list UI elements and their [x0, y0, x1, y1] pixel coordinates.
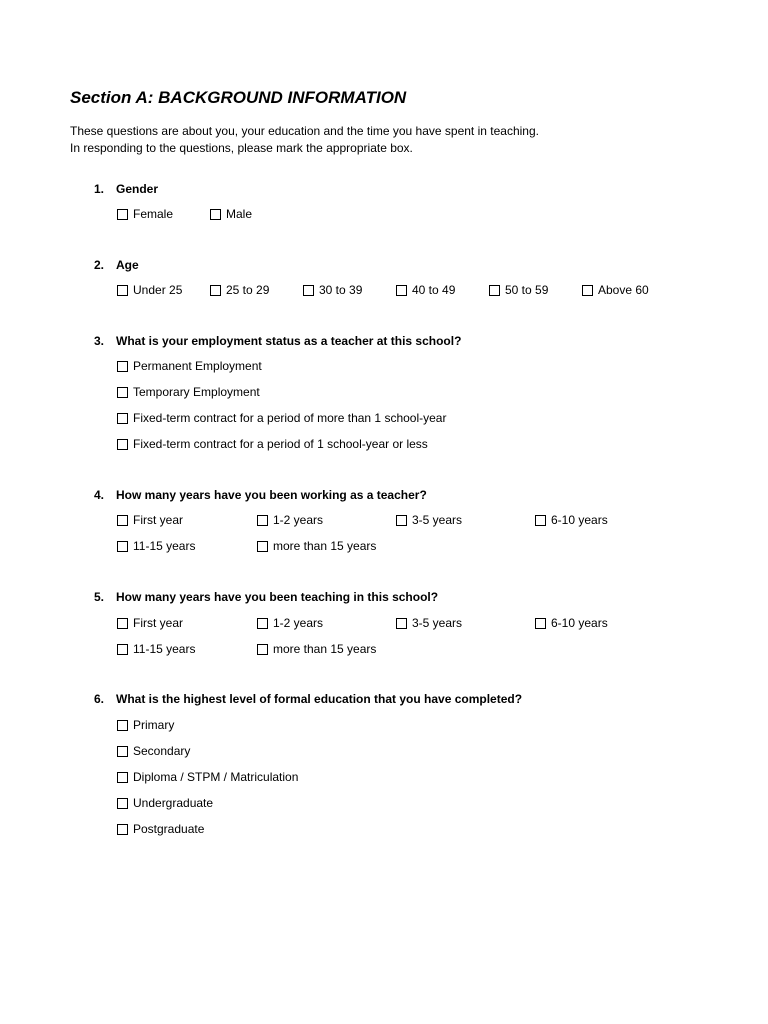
- option-first-year[interactable]: [117, 512, 183, 529]
- checkbox[interactable]: [210, 285, 221, 296]
- option-label: 11-15 years: [133, 642, 196, 656]
- option-11-15-years[interactable]: [117, 538, 195, 555]
- question-number: 2.: [94, 258, 105, 272]
- option-25-to-29[interactable]: [210, 282, 269, 299]
- question-text: Gender: [116, 182, 159, 196]
- question-text: Age: [116, 258, 139, 272]
- option-under-25[interactable]: [117, 282, 182, 299]
- checkbox[interactable]: [117, 824, 128, 835]
- option-label: 1-2 years: [273, 513, 324, 527]
- option-label: 11-15 years: [133, 539, 196, 553]
- option-6-10-years[interactable]: [535, 615, 608, 632]
- option-label: more than 15 years: [273, 642, 377, 656]
- question-number: 5.: [94, 590, 105, 604]
- checkbox[interactable]: [396, 515, 407, 526]
- checkbox[interactable]: [117, 285, 128, 296]
- option-undergraduate[interactable]: [117, 795, 213, 812]
- option-6-10-years[interactable]: [535, 512, 608, 529]
- option-primary[interactable]: [117, 717, 174, 734]
- checkbox[interactable]: [117, 772, 128, 783]
- checkbox[interactable]: [117, 515, 128, 526]
- option-3-5-years[interactable]: [396, 512, 462, 529]
- option-above-60[interactable]: [582, 282, 649, 299]
- option-label: Primary: [133, 718, 175, 732]
- question-number: 6.: [94, 692, 105, 706]
- option-40-to-49[interactable]: [396, 282, 455, 299]
- question-heading: [94, 181, 158, 198]
- option-label: 25 to 29: [226, 283, 270, 297]
- checkbox[interactable]: [117, 387, 128, 398]
- option-label: Temporary Employment: [133, 385, 260, 399]
- option-label: 3-5 years: [412, 616, 463, 630]
- checkbox[interactable]: [117, 618, 128, 629]
- question-number: 3.: [94, 334, 105, 348]
- option-label: Above 60: [598, 283, 649, 297]
- checkbox[interactable]: [117, 720, 128, 731]
- question-heading: [94, 691, 522, 708]
- option-label: Fixed-term contract for a period of 1 school-year or less: [133, 437, 428, 451]
- checkbox[interactable]: [535, 618, 546, 629]
- option-label: Under 25: [133, 283, 183, 297]
- option-fixed-term-1-year-or-less[interactable]: [117, 436, 428, 453]
- checkbox[interactable]: [117, 746, 128, 757]
- checkbox[interactable]: [257, 515, 268, 526]
- option-label: 3-5 years: [412, 513, 463, 527]
- option-permanent-employment[interactable]: [117, 358, 262, 375]
- option-female[interactable]: [117, 206, 173, 223]
- section-title: Section A: BACKGROUND INFORMATION: [70, 88, 407, 107]
- option-label: 50 to 59: [505, 283, 549, 297]
- question-text: What is your employment status as a teacher at this school?: [116, 334, 462, 348]
- checkbox[interactable]: [396, 618, 407, 629]
- option-1-2-years[interactable]: [257, 512, 323, 529]
- question-heading: [94, 589, 438, 606]
- checkbox[interactable]: [210, 209, 221, 220]
- checkbox[interactable]: [117, 413, 128, 424]
- checkbox[interactable]: [117, 361, 128, 372]
- checkbox[interactable]: [257, 618, 268, 629]
- option-1-2-years[interactable]: [257, 615, 323, 632]
- checkbox[interactable]: [489, 285, 500, 296]
- option-label: First year: [133, 616, 184, 630]
- option-secondary[interactable]: [117, 743, 190, 760]
- checkbox[interactable]: [117, 798, 128, 809]
- question-heading: [94, 333, 461, 350]
- option-label: 40 to 49: [412, 283, 456, 297]
- option-50-to-59[interactable]: [489, 282, 548, 299]
- option-label: 6-10 years: [551, 513, 608, 527]
- option-label: Permanent Employment: [133, 359, 262, 373]
- checkbox[interactable]: [257, 541, 268, 552]
- option-fixed-term-over-1-year[interactable]: [117, 410, 446, 427]
- question-text: What is the highest level of formal education that you have completed?: [116, 692, 523, 706]
- intro-line: These questions are about you, your education and the time you have spent in teaching.: [70, 124, 539, 138]
- option-postgraduate[interactable]: [117, 821, 204, 838]
- option-30-to-39[interactable]: [303, 282, 362, 299]
- option-label: Secondary: [133, 744, 191, 758]
- option-label: Male: [226, 207, 253, 221]
- option-more-than-15-years[interactable]: [257, 641, 376, 658]
- question-text: How many years have you been working as a teacher?: [116, 488, 427, 502]
- checkbox[interactable]: [257, 644, 268, 655]
- section-intro: [70, 123, 539, 157]
- option-label: more than 15 years: [273, 539, 377, 553]
- option-temporary-employment[interactable]: [117, 384, 260, 401]
- checkbox[interactable]: [117, 439, 128, 450]
- checkbox[interactable]: [303, 285, 314, 296]
- option-label: First year: [133, 513, 184, 527]
- option-label: 6-10 years: [551, 616, 608, 630]
- question-heading: [94, 257, 139, 274]
- option-label: Postgraduate: [133, 822, 205, 836]
- checkbox[interactable]: [535, 515, 546, 526]
- checkbox[interactable]: [396, 285, 407, 296]
- intro-line: In responding to the questions, please mark the appropriate box.: [70, 141, 413, 155]
- question-number: 1.: [94, 182, 105, 196]
- checkbox[interactable]: [117, 644, 128, 655]
- option-label: Undergraduate: [133, 796, 214, 810]
- checkbox[interactable]: [117, 209, 128, 220]
- question-heading: [94, 487, 427, 504]
- option-first-year[interactable]: [117, 615, 183, 632]
- option-diploma-stpm-matriculation[interactable]: [117, 769, 298, 786]
- option-3-5-years[interactable]: [396, 615, 462, 632]
- option-label: 1-2 years: [273, 616, 324, 630]
- option-more-than-15-years[interactable]: [257, 538, 376, 555]
- checkbox[interactable]: [582, 285, 593, 296]
- option-label: Female: [133, 207, 174, 221]
- option-11-15-years[interactable]: [117, 641, 195, 658]
- question-text: How many years have you been teaching in this school?: [116, 590, 439, 604]
- option-label: Diploma / STPM / Matriculation: [133, 770, 299, 784]
- checkbox[interactable]: [117, 541, 128, 552]
- option-male[interactable]: [210, 206, 252, 223]
- option-label: 30 to 39: [319, 283, 363, 297]
- question-number: 4.: [94, 488, 105, 502]
- option-label: Fixed-term contract for a period of more than 1 school-year: [133, 411, 447, 425]
